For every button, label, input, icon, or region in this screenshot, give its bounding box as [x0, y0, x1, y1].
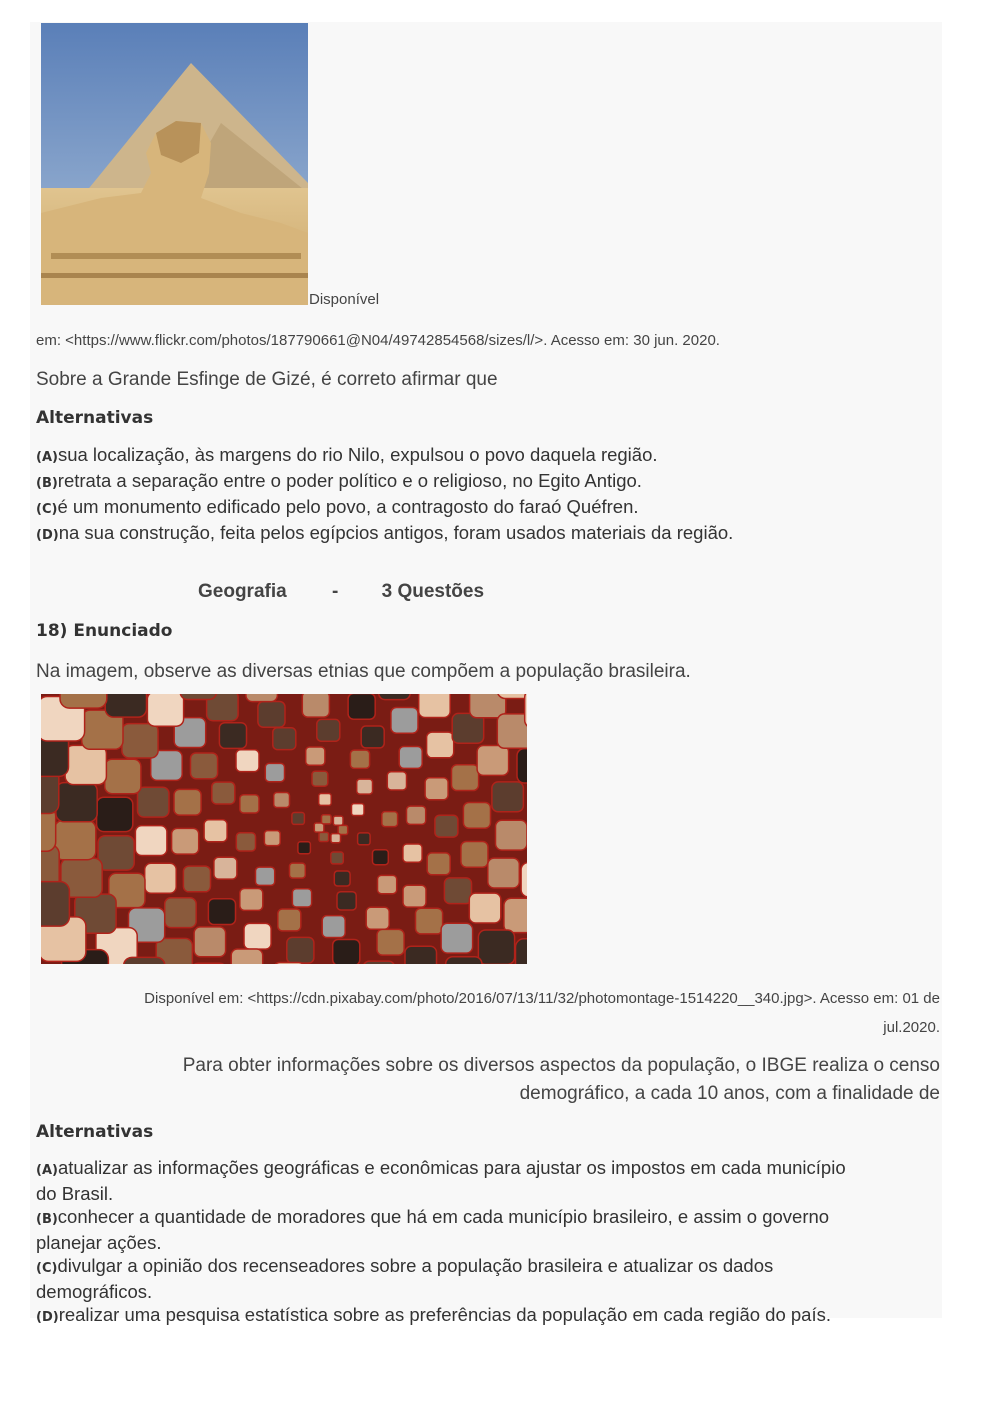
alternative-text: atualizar as informações geográficas e econômicas para ajustar os impostos em cada município	[57, 1157, 846, 1178]
q17-alternatives-heading: Alternativas	[36, 408, 154, 428]
montage-face-tile	[204, 820, 227, 842]
q17-alternatives	[36, 443, 936, 547]
montage-face-tile	[492, 782, 524, 812]
montage-face-tile	[469, 893, 501, 923]
montage-face-tile	[298, 842, 311, 854]
q18-source-line2: jul.2020.	[883, 1019, 940, 1036]
q18-source-line1: Disponível em: <https://cdn.pixabay.com/photo/2016/07/13/11/32/photomontage-1514220__340.jpg>. Acesso em: 01 de	[144, 990, 940, 1007]
montage-face-tile	[403, 885, 426, 907]
montage-face-tile	[105, 694, 146, 717]
montage-face-tile	[322, 815, 332, 824]
alternative-text: sua localização, às margens do rio Nilo, expulsou o povo daquela região.	[57, 444, 658, 465]
montage-face-tile	[183, 866, 210, 892]
montage-face-tile	[292, 889, 311, 907]
montage-face-tile	[399, 747, 422, 769]
montage-face-tile	[435, 815, 458, 837]
sphinx-caption-inline: Disponível	[309, 291, 380, 308]
montage-face-tile	[56, 783, 97, 822]
montage-face-tile	[208, 899, 235, 925]
montage-face-tile	[452, 765, 479, 791]
montage-face-tile	[387, 772, 406, 790]
montage-face-tile	[441, 923, 473, 953]
montage-face-tile	[377, 929, 404, 955]
montage-face-tile	[302, 694, 329, 717]
montage-face-tile	[405, 946, 437, 964]
montage-face-tile	[306, 747, 325, 765]
montage-face-tile	[145, 863, 177, 893]
alternative-letter: (D)	[36, 1310, 59, 1325]
alternative-letter: (C)	[36, 1261, 58, 1276]
section-separator: -	[331, 581, 339, 602]
montage-face-tile	[333, 940, 360, 965]
montage-face-tile	[350, 750, 369, 768]
q18-alternative-d[interactable]	[36, 1303, 936, 1329]
montage-face-tile	[357, 779, 373, 794]
montage-face-tile	[274, 963, 306, 965]
q18-alternative-c[interactable]	[36, 1254, 936, 1303]
montage-face-tile	[147, 694, 183, 726]
montage-face-tile	[319, 794, 332, 806]
montage-face-tile	[382, 812, 398, 827]
montage-face-tile	[416, 908, 443, 934]
montage-face-tile	[516, 939, 528, 964]
montage-face-tile	[191, 753, 218, 779]
sphinx-source: em: <https://www.flickr.com/photos/187790661@N04/49742854568/sizes/l/>. Acesso em: 30 jun. 2020.	[36, 332, 720, 349]
montage-face-tile	[403, 844, 422, 862]
montage-face-tile	[317, 719, 340, 741]
montage-face-tile	[274, 793, 290, 808]
montage-face-tile	[425, 778, 448, 800]
montage-face-tile	[497, 694, 527, 699]
montage-face-tile	[124, 957, 165, 964]
q18-intro: Na imagem, observe as diversas etnias que compõem a população brasileira.	[36, 661, 691, 682]
montage-face-tile	[256, 867, 275, 885]
alternative-text: retrata a separação entre o poder político e o religioso, no Egito Antigo.	[57, 470, 642, 491]
montage-face-tile	[97, 797, 133, 831]
montage-face-tile	[319, 832, 329, 841]
montage-face-tile	[337, 892, 356, 910]
montage-face-tile	[379, 694, 411, 700]
montage-face-tile	[391, 708, 418, 734]
montage-face-tile	[240, 795, 259, 813]
montage-face-tile	[236, 833, 255, 851]
montage-face-tile	[98, 836, 134, 870]
montage-face-tile	[191, 963, 227, 964]
alternative-text-continued: planejar ações.	[36, 1232, 162, 1253]
montage-face-tile	[278, 909, 301, 931]
montage-face-tile	[373, 850, 389, 865]
montage-face-tile	[496, 820, 528, 850]
alternative-letter: (D)	[36, 528, 59, 543]
montage-face-tile	[194, 927, 226, 957]
montage-face-tile	[264, 831, 280, 846]
montage-face-tile	[246, 694, 278, 702]
montage-face-tile	[258, 702, 285, 728]
alternative-text: na sua construção, feita pelos egípcios antigos, foram usados materiais da região.	[58, 522, 734, 543]
montage-face-tile	[477, 746, 509, 776]
montage-face-tile	[461, 842, 488, 868]
ethnicities-photomontage	[41, 694, 527, 964]
montage-face-tile	[478, 930, 514, 964]
alternative-text: realizar uma pesquisa estatística sobre as preferências da população em cada região do país.	[58, 1304, 831, 1325]
montage-face-tile	[488, 858, 520, 888]
montage-face-tile	[334, 871, 350, 886]
q17-alternative-c[interactable]	[36, 495, 936, 521]
alternative-letter: (B)	[36, 476, 58, 491]
montage-face-tile	[444, 878, 471, 904]
alternative-text-continued: demográficos.	[36, 1281, 153, 1302]
montage-face-tile	[138, 787, 170, 817]
montage-face-tile	[427, 853, 450, 875]
q18-question-line2: demográfico, a cada 10 anos, com a finalidade de	[519, 1083, 940, 1104]
sphinx-photo	[41, 23, 308, 305]
q17-alternative-a[interactable]	[36, 443, 936, 469]
q18-heading: 18) Enunciado	[36, 621, 173, 641]
montage-face-tile	[331, 852, 344, 864]
q18-alternatives	[36, 1156, 936, 1329]
montage-face-tile	[265, 763, 284, 781]
q18-question-line1: Para obter informações sobre os diversos aspectos da população, o IBGE realiza o censo	[182, 1055, 940, 1076]
section-count: 3 Questões	[381, 581, 485, 602]
q17-question: Sobre a Grande Esfinge de Gizé, é correto afirmar que	[36, 369, 498, 390]
montage-face-tile	[331, 834, 341, 843]
montage-face-tile	[135, 826, 167, 856]
montage-face-tile	[312, 771, 328, 786]
q17-alternative-b[interactable]	[36, 469, 936, 495]
montage-face-tile	[55, 821, 96, 860]
montage-face-tile	[292, 813, 305, 825]
montage-face-tile	[244, 923, 271, 949]
montage-face-tile	[290, 863, 306, 878]
montage-face-tile	[240, 889, 263, 911]
q18-alternatives-heading: Alternativas	[36, 1122, 154, 1142]
montage-face-tile	[219, 723, 246, 749]
montage-face-tile	[497, 714, 527, 748]
montage-face-tile	[463, 803, 490, 829]
alternative-letter: (C)	[36, 502, 58, 517]
montage-face-tile	[363, 961, 395, 964]
alternative-letter: (B)	[36, 1212, 58, 1227]
montage-face-tile	[517, 749, 527, 783]
montage-face-tile	[322, 916, 345, 938]
montage-face-tile	[165, 898, 197, 928]
alternative-text: divulgar a opinião dos recenseadores sobre a população brasileira e atualizar os dados	[57, 1255, 774, 1276]
montage-face-tile	[521, 863, 527, 897]
montage-face-tile	[366, 907, 389, 929]
montage-face-tile	[361, 726, 384, 748]
q17-alternative-d[interactable]	[36, 521, 936, 547]
montage-face-tile	[180, 694, 216, 700]
montage-face-tile	[122, 724, 158, 758]
alternative-letter: (A)	[36, 1163, 58, 1178]
alternative-text: é um monumento edificado pelo povo, a contragosto do faraó Quéfren.	[57, 496, 639, 517]
montage-face-tile	[504, 898, 527, 932]
montage-face-tile	[378, 875, 397, 893]
alternative-letter: (A)	[36, 450, 58, 465]
montage-face-tile	[407, 806, 426, 824]
montage-face-tile	[287, 937, 314, 963]
montage-face-tile	[427, 732, 454, 758]
montage-face-tile	[231, 949, 263, 964]
section-header	[198, 581, 484, 603]
montage-face-tile	[352, 804, 365, 816]
q18-alternative-b[interactable]	[36, 1205, 936, 1254]
montage-face-tile	[65, 745, 106, 784]
montage-face-tile	[60, 694, 107, 708]
montage-face-tile	[236, 750, 259, 772]
montage-face-tile	[41, 882, 69, 927]
section-subject: Geografia	[198, 581, 287, 602]
montage-face-tile	[172, 828, 199, 854]
montage-face-tile	[212, 782, 235, 804]
montage-face-tile	[419, 694, 451, 718]
montage-face-tile	[214, 857, 237, 879]
montage-face-tile	[446, 957, 482, 964]
montage-face-tile	[333, 816, 343, 825]
montage-face-tile	[358, 833, 371, 845]
q18-alternative-a[interactable]	[36, 1156, 936, 1205]
montage-face-tile	[348, 694, 375, 719]
montage-face-tile	[273, 728, 296, 750]
alternative-text: conhecer a quantidade de moradores que há em cada município brasileiro, e assim o governo	[57, 1206, 830, 1227]
montage-face-tile	[105, 759, 141, 793]
alternative-text-continued: do Brasil.	[36, 1183, 114, 1204]
montage-face-tile	[174, 789, 201, 815]
montage-face-tile	[525, 694, 527, 728]
